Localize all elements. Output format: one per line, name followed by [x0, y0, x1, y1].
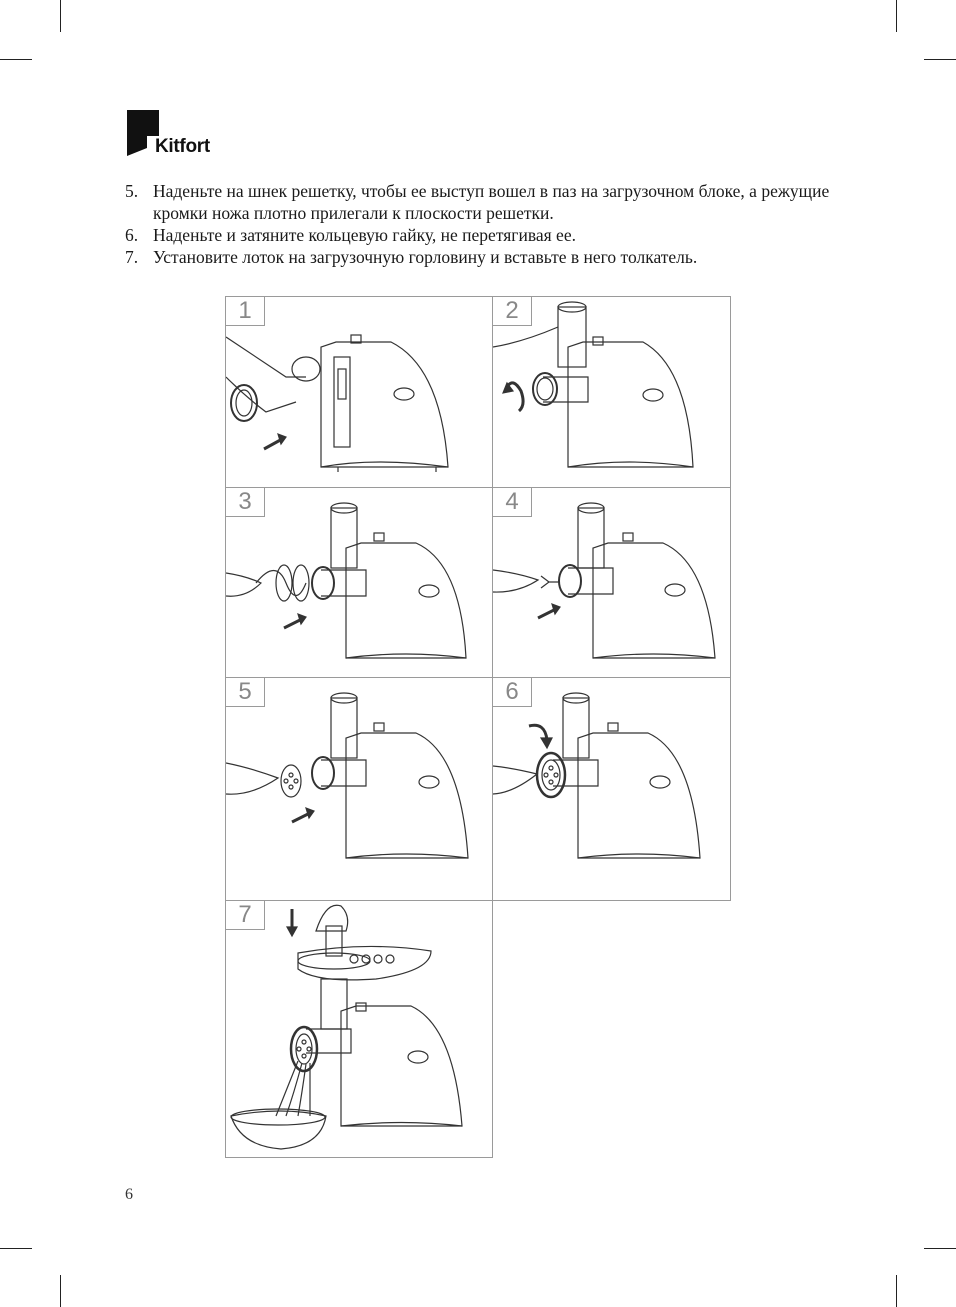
- install-grinding-plate-illustration: [226, 678, 493, 901]
- brand-name: Kitfort: [155, 136, 210, 157]
- page-number: 6: [125, 1186, 133, 1203]
- figure-panel-1: [225, 296, 493, 488]
- figure-panel-3: [225, 487, 493, 678]
- figure-panel-6: [492, 677, 731, 901]
- list-item: 5. Наденьте на шнек решетку, чтобы ее выступ вошел в паз на загрузочном блоке, а режущие кромки ножа плотно прилегали к плоскости решетки.: [125, 181, 830, 223]
- figure-panel-7: [225, 900, 493, 1158]
- figure-panel-2: [492, 296, 731, 488]
- crop-mark: [0, 1248, 32, 1249]
- list-item: 7. Установите лоток на загрузочную горловину и вставьте в него толкатель.: [125, 247, 698, 267]
- figure-panel-5: [225, 677, 493, 901]
- crop-mark: [60, 0, 61, 32]
- crop-mark: [924, 59, 956, 60]
- panel-label: 3: [226, 488, 265, 517]
- figure-panel-4: [492, 487, 731, 678]
- tighten-ring-nut-illustration: [493, 678, 731, 901]
- assembly-figure: [225, 296, 731, 1158]
- panel-label: 6: [493, 678, 532, 707]
- panel-label: 5: [226, 678, 265, 707]
- panel-label: 2: [493, 297, 532, 326]
- crop-mark: [924, 1248, 956, 1249]
- list-item: 6. Наденьте и затяните кольцевую гайку, не перетягивая ее.: [125, 225, 576, 245]
- panel-label: 1: [226, 297, 265, 326]
- crop-mark: [60, 1275, 61, 1307]
- instruction-list: [125, 180, 845, 268]
- crop-mark: [0, 59, 32, 60]
- attach-auger-parts-illustration: [226, 488, 493, 678]
- panel-label: 4: [493, 488, 532, 517]
- crop-mark: [896, 1275, 897, 1307]
- install-tray-and-pusher-illustration: [226, 901, 493, 1158]
- panel-label: 7: [226, 901, 265, 930]
- insert-auger-illustration: [226, 297, 493, 488]
- crop-mark: [896, 0, 897, 32]
